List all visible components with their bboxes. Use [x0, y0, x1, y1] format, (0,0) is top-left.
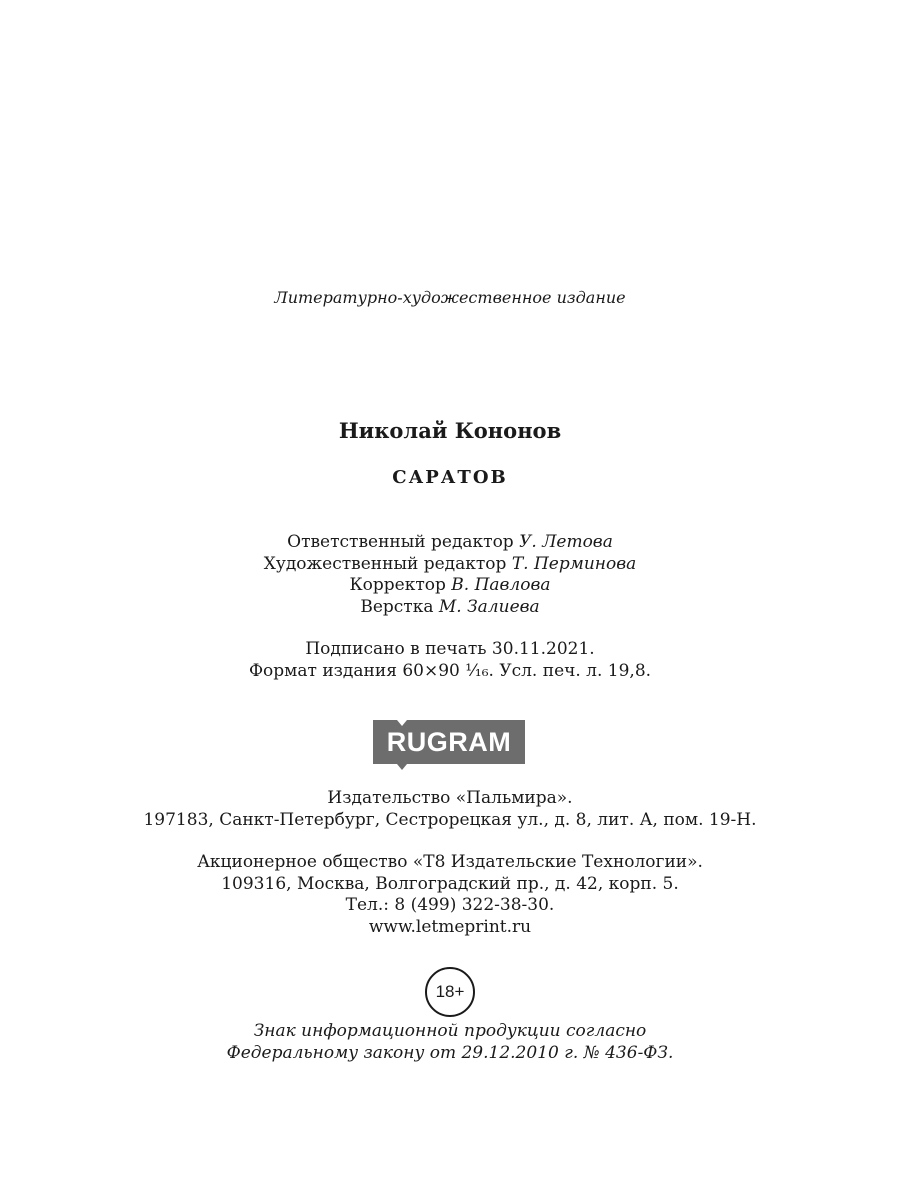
age-rating-badge: 18+	[425, 967, 475, 1017]
printer-phone: Тел.: 8 (499) 322-38-30.	[345, 895, 555, 915]
publisher-address: 197183, Санкт-Петербург, Сестрорецкая ул., д. 8, лит. А, пом. 19-Н.	[143, 809, 757, 830]
credit-row	[0, 574, 900, 596]
print-info	[0, 638, 900, 681]
credit-name: Т. Перминова	[511, 553, 637, 574]
publisher-name: Издательство «Пальмира».	[327, 788, 573, 808]
law-notice-line1: Знак информационной продукции согласно	[253, 1021, 647, 1041]
credit-role: Верстка	[360, 596, 434, 617]
printer-name: Акционерное общество «Т8 Издательские Технологии».	[197, 852, 703, 872]
logo-notch-bottom	[397, 764, 407, 770]
logo-text: RUGRAM	[386, 727, 512, 757]
rugram-logo	[373, 720, 525, 764]
credit-name: В. Павлова	[451, 575, 551, 595]
publisher-block	[0, 787, 900, 830]
credits-block	[0, 531, 900, 617]
credit-name: М. Залиева	[438, 596, 540, 617]
book-title: САРАТОВ	[392, 467, 508, 488]
printer-address: 109316, Москва, Волгоградский пр., д. 42, корп. 5.	[221, 873, 679, 894]
printer-block	[0, 851, 900, 937]
printer-website: www.letmeprint.ru	[368, 916, 532, 937]
credit-role: Корректор	[349, 575, 446, 595]
print-format: Формат издания 60×90 ¹⁄₁₆. Усл. печ. л. 19,8.	[248, 660, 652, 681]
credit-row	[0, 596, 900, 618]
credit-row	[0, 531, 900, 553]
credit-row	[0, 553, 900, 575]
credit-role: Ответственный редактор	[287, 532, 514, 552]
law-notice	[0, 1020, 900, 1063]
edition-genre: Литературно-художественное издание	[274, 288, 626, 307]
author-name: Николай Кононов	[338, 418, 562, 443]
logo-notch-top	[397, 720, 407, 726]
law-notice-line2: Федеральному закону от 29.12.2010 г. № 436-ФЗ.	[226, 1042, 674, 1063]
print-signed: Подписано в печать 30.11.2021.	[305, 639, 595, 659]
credit-name: У. Летова	[519, 532, 613, 552]
credit-role: Художественный редактор	[263, 553, 507, 574]
